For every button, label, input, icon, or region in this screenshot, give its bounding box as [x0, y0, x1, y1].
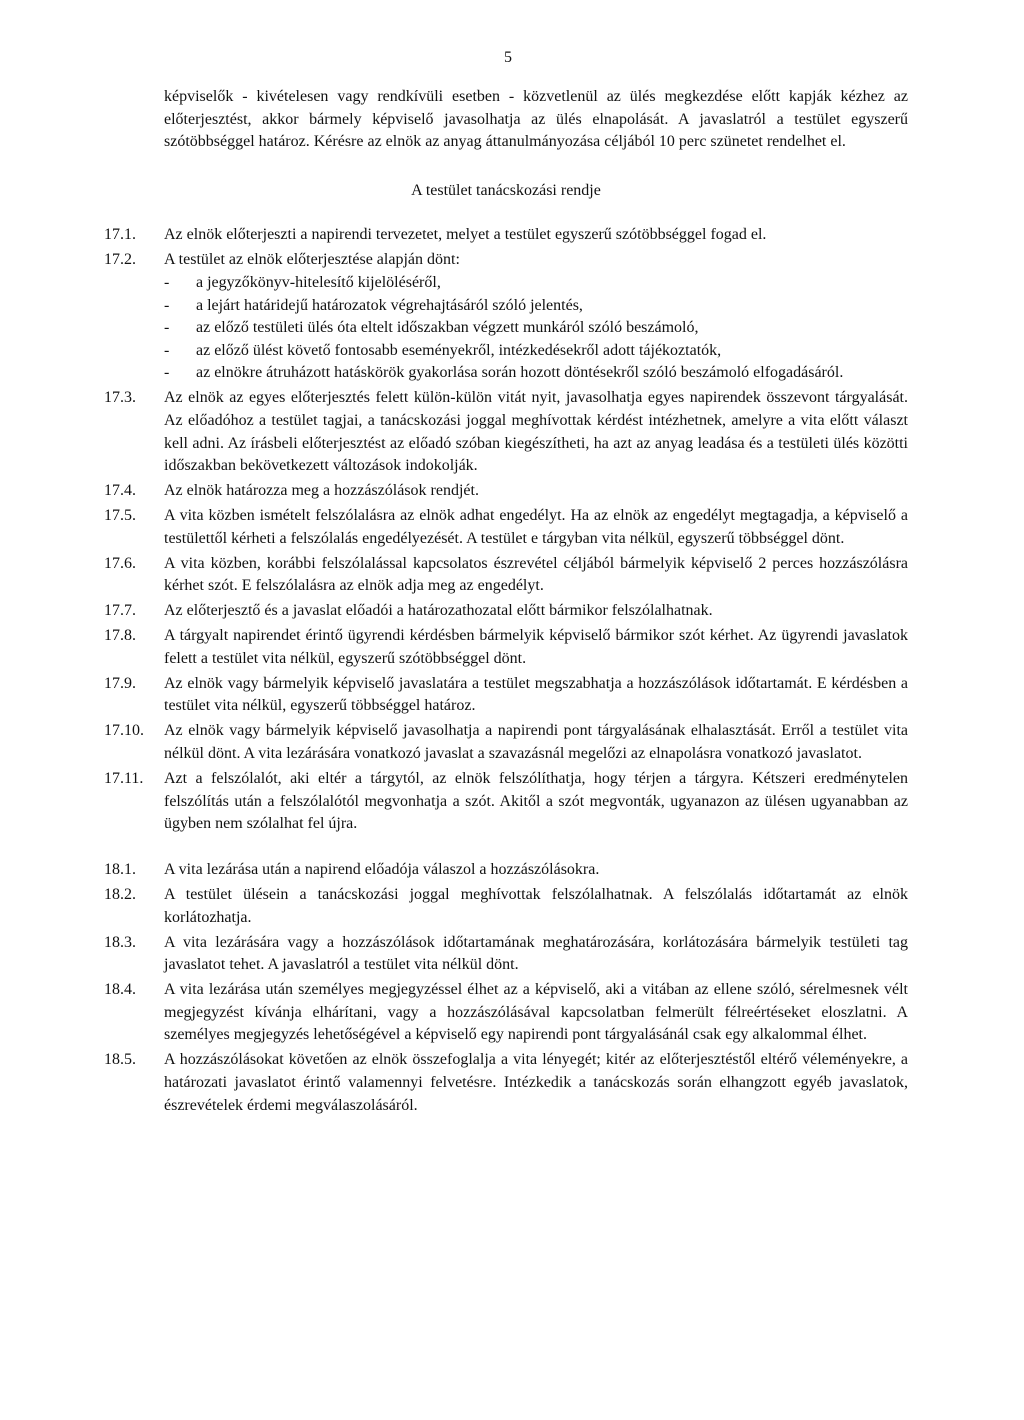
dash-marker: -: [164, 319, 170, 337]
section-number: 17.4.: [104, 482, 136, 500]
section-text: Azt a felszólalót, aki eltér a tárgytól, az elnök felszólíthatja, hogy térjen a tárgyra. Kétszeri eredménytelen felszólítás után a felszólalótól megvonhatja a szót. Akitől a szót megvonták, ugyanazon az ülésen ugyanabban az ügyben nem szólalhat fel újra.: [164, 769, 908, 833]
bullet-item: [164, 295, 908, 318]
bullet-text: az elnökre átruházott hatáskörök gyakorlása során hozott döntésekről szóló beszámoló elfogadásáról.: [196, 364, 844, 382]
section-number: 17.10.: [104, 722, 144, 740]
section-17-9: [104, 673, 908, 718]
bullet-item: [164, 340, 908, 363]
section-text: A testület ülésein a tanácskozási joggal meghívottak felszólalhatnak. A felszólalás időtartamát az elnök korlátozhatja.: [164, 886, 908, 926]
section-17-6: [104, 553, 908, 598]
section-body: [164, 249, 908, 385]
section-number: 17.3.: [104, 389, 136, 407]
section-number: 17.7.: [104, 602, 136, 620]
document-content: [104, 86, 908, 1120]
section-text: Az elnök vagy bármelyik képviselő javasolhatja a napirendi pont tárgyalásának elhalasztását. Erről a testület vita nélkül dönt. A vita lezárására vonatkozó javaslat a szavazásnál megelőzi az elnapolásra vonatkozó javaslatot.: [164, 722, 908, 762]
section-number: 18.2.: [104, 886, 136, 904]
section-17-8: [104, 625, 908, 670]
section-text: A vita közben ismételt felszólalásra az elnök adhat engedélyt. Ha az elnök az engedélyt megtagadja, a képviselő a testülettől kérheti a felszólalás engedélyezését. A testület e tárgyban vita nélkül, egyszerű többséggel dönt.: [164, 507, 908, 547]
section-18-3: [104, 932, 908, 977]
section-number: 17.2.: [104, 251, 136, 269]
section-17-2: [104, 249, 908, 385]
section-number: 17.8.: [104, 627, 136, 645]
section-18-2: [104, 884, 908, 929]
section-text: Az elnök határozza meg a hozzászólások rendjét.: [164, 482, 479, 500]
page-number: 5: [504, 49, 512, 66]
dash-marker: -: [164, 364, 170, 382]
section-number: 18.4.: [104, 981, 136, 999]
section-text: A vita közben, korábbi felszólalással kapcsolatos észrevétel céljából bármelyik képviselő 2 perces hozzászólásra kérhet szót. E felszólalásra az elnök adja meg az engedélyt.: [164, 554, 908, 595]
section-18-1: [104, 859, 908, 882]
section-number: 17.6.: [104, 554, 136, 572]
section-17-5: [104, 505, 908, 550]
section-17-4: [104, 480, 908, 503]
section-text: A hozzászólásokat követően az elnök összefoglalja a vita lényegét; kitér az előterjesztéstől eltérő véleményekre, a határozati javaslatot érintő valamennyi felvetésre. Intézkedik a tanácskozás során elhangzott egyéb javaslatok, észrevételek érdemi megválaszolásáról.: [164, 1051, 908, 1114]
section-17-11: [104, 768, 908, 836]
bullet-item: [164, 272, 908, 295]
section-text: A vita lezárása után a napirend előadója válaszol a hozzászólásokra.: [164, 861, 600, 879]
section-18-4: [104, 979, 908, 1047]
bullet-item: [164, 317, 908, 340]
section-number: 17.5.: [104, 507, 136, 525]
bullet-text: az előző ülést követő fontosabb eseményekről, intézkedésekről adott tájékoztatók,: [196, 341, 722, 359]
dash-marker: -: [164, 341, 170, 359]
intro-paragraph: képviselők - kivételesen vagy rendkívüli esetben - közvetlenül az ülés megkezdése előtt kapják kézhez az előterjesztést, akkor bármely képviselő javasolhatja az ülés elnapolását. A javaslatról a testület egyszerű szótöbbséggel határoz. Kérésre az elnök az anyag áttanulmányozása céljából 10 perc szünetet rendelhet el.: [164, 88, 908, 151]
section-number: 18.3.: [104, 933, 136, 951]
section-text: A vita lezárására vagy a hozzászólások időtartamának meghatározására, korlátozására bármelyik testületi tag javaslatot tehet. A javaslatról a testület vita nélkül dönt.: [164, 933, 908, 974]
section-18-5: [104, 1049, 908, 1117]
bullet-text: a jegyzőkönyv-hitelesítő kijelöléséről,: [196, 273, 441, 291]
section-number: 17.9.: [104, 674, 136, 692]
section-text: Az elnök vagy bármelyik képviselő javaslatára a testület megszabhatja a hozzászólások időtartamát. E kérdésben a testület vita nélkül, egyszerű többséggel határoz.: [164, 674, 908, 715]
section-17-10: [104, 720, 908, 765]
section-text: Az előterjesztő és a javaslat előadói a határozathozatal előtt bármikor felszólalhatnak.: [164, 602, 713, 620]
bullet-text: az előző testületi ülés óta eltelt időszakban végzett munkáról szóló beszámoló,: [196, 319, 699, 337]
section-text: A testület az elnök előterjesztése alapján dönt:: [164, 251, 460, 269]
bullet-text: a lejárt határidejű határozatok végrehajtásáról szóló jelentés,: [196, 296, 583, 314]
section-text: Az elnök az egyes előterjesztés felett külön-külön vitát nyit, javasolhatja egyes napirendek összevont tárgyalását. Az előadóhoz a testület tagjai, a tanácskozási joggal meghívottak kérdést intézhetnek, amelyre a vita előtt választ kell adni. Az írásbeli előterjesztést az előadó szóban kiegészítheti, ha azt az anyag leadása és a testületi ülés közötti időszakban bekövetkezett változások indokolják.: [164, 389, 908, 475]
section-17-7: [104, 600, 908, 623]
section-text: A tárgyalt napirendet érintő ügyrendi kérdésben bármelyik képviselő bármikor szót kérhet. Az ügyrendi javaslatok felett a testület vita nélkül, egyszerű szótöbbséggel dönt.: [164, 627, 908, 667]
section-17-3: [104, 387, 908, 477]
dash-marker: -: [164, 296, 170, 314]
dash-marker: -: [164, 273, 170, 291]
section-text: A vita lezárása után személyes megjegyzéssel élhet az a képviselő, aki a vitában az ellene szóló, sérelmesnek vélt megjegyzést kívánja elhárítani, vagy a hozzászólásával kapcsolatban felmerült félreértéseket eloszlatni. A személyes megjegyzés lehetőségével a képviselő egy napirendi pont tárgyalásánál csak egy alkalommal élhet.: [164, 981, 908, 1044]
section-number: 17.1.: [104, 226, 136, 244]
section-number: 17.11.: [104, 769, 144, 787]
section-17-1: [104, 224, 908, 247]
section-number: 18.5.: [104, 1051, 136, 1069]
section-number: 18.1.: [104, 861, 136, 879]
bullet-list: [164, 272, 908, 385]
section-gap: [104, 838, 908, 859]
bullet-item: [164, 362, 908, 385]
section-title: A testület tanácskozási rendje: [411, 181, 601, 199]
section-text: Az elnök előterjeszti a napirendi tervezetet, melyet a testület egyszerű szótöbbséggel fogad el.: [164, 226, 767, 244]
